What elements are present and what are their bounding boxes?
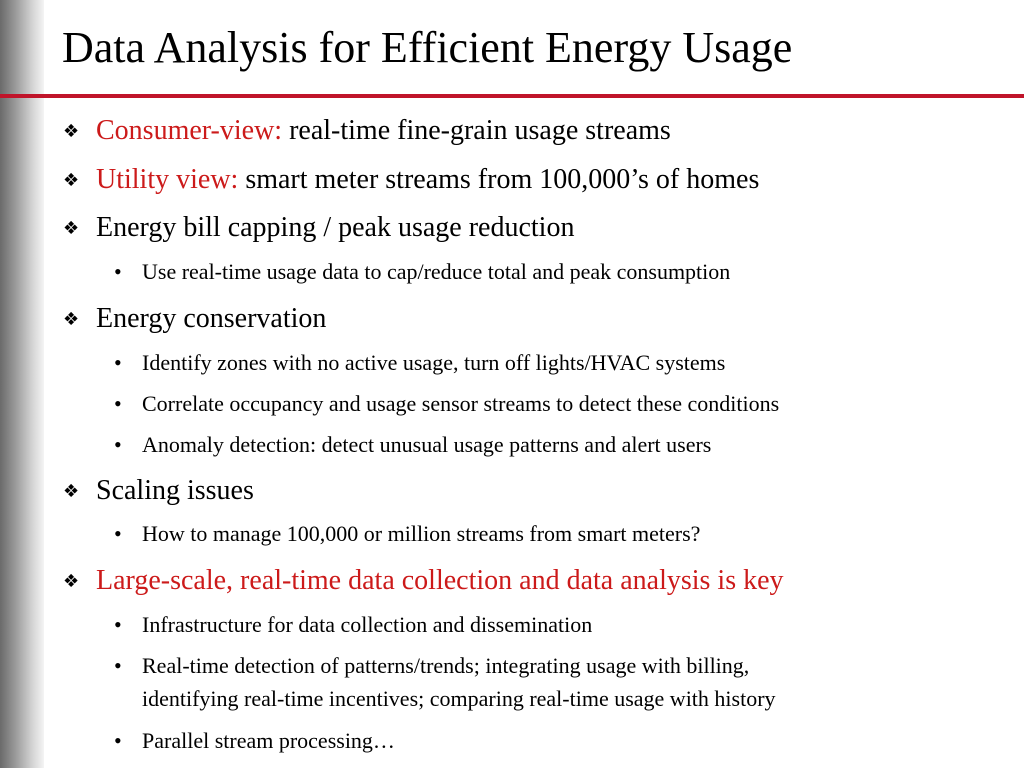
bullet-text: Energy conservation [96, 303, 327, 334]
bullet-consumer-view [63, 115, 671, 147]
slide-title: Data Analysis for Efficient Energy Usage [62, 23, 793, 72]
dot-bullet-icon: • [114, 728, 122, 753]
bullet-text: Large-scale, real-time data collection and data analysis is key [96, 565, 784, 596]
sub-bullet [114, 432, 712, 458]
sub-bullet [114, 728, 395, 754]
dot-bullet-icon: • [114, 521, 122, 546]
sub-bullet-text: Anomaly detection: detect unusual usage patterns and alert users [142, 432, 712, 457]
bullet-energy-conservation [63, 303, 327, 335]
sub-bullet [114, 391, 780, 417]
diamond-bullet-icon: ❖ [63, 571, 80, 592]
sub-bullet [114, 612, 593, 638]
diamond-bullet-icon: ❖ [63, 218, 80, 239]
bullet-lead: Utility view: [96, 164, 239, 195]
bullet-text: Energy bill capping / peak usage reduction [96, 212, 575, 243]
bullet-large-scale-key [63, 565, 784, 597]
diamond-bullet-icon: ❖ [63, 309, 80, 330]
bullet-text: Scaling issues [96, 475, 254, 506]
bullet-text: real-time fine-grain usage streams [282, 115, 671, 146]
bullet-bill-capping [63, 212, 575, 244]
sub-bullet-continuation [142, 686, 776, 712]
dot-bullet-icon: • [114, 612, 122, 637]
sub-bullet [114, 259, 731, 285]
sub-bullet-text: Parallel stream processing… [142, 728, 395, 753]
sub-bullet-text: Correlate occupancy and usage sensor streams to detect these conditions [142, 391, 780, 416]
sub-bullet-text: Real-time detection of patterns/trends; integrating usage with billing, [142, 653, 750, 678]
sub-bullet [114, 653, 750, 679]
dot-bullet-icon: • [114, 391, 122, 416]
sub-bullet-text: Identify zones with no active usage, turn off lights/HVAC systems [142, 350, 726, 375]
sub-bullet [114, 350, 726, 376]
diamond-bullet-icon: ❖ [63, 170, 80, 191]
diamond-bullet-icon: ❖ [63, 481, 80, 502]
sub-bullet-text: Use real-time usage data to cap/reduce total and peak consumption [142, 259, 731, 284]
sub-bullet [114, 521, 701, 547]
bullet-utility-view [63, 164, 760, 196]
sub-bullet-text: identifying real-time incentives; comparing real-time usage with history [142, 686, 776, 711]
sub-bullet-text: Infrastructure for data collection and dissemination [142, 612, 593, 637]
dot-bullet-icon: • [114, 653, 122, 678]
bullet-lead: Consumer-view: [96, 115, 283, 146]
bullet-text: smart meter streams from 100,000’s of homes [238, 164, 760, 195]
dot-bullet-icon: • [114, 432, 122, 457]
diamond-bullet-icon: ❖ [63, 121, 80, 142]
bullet-scaling-issues [63, 475, 254, 507]
sub-bullet-text: How to manage 100,000 or million streams from smart meters? [142, 521, 701, 546]
dot-bullet-icon: • [114, 350, 122, 375]
dot-bullet-icon: • [114, 259, 122, 284]
